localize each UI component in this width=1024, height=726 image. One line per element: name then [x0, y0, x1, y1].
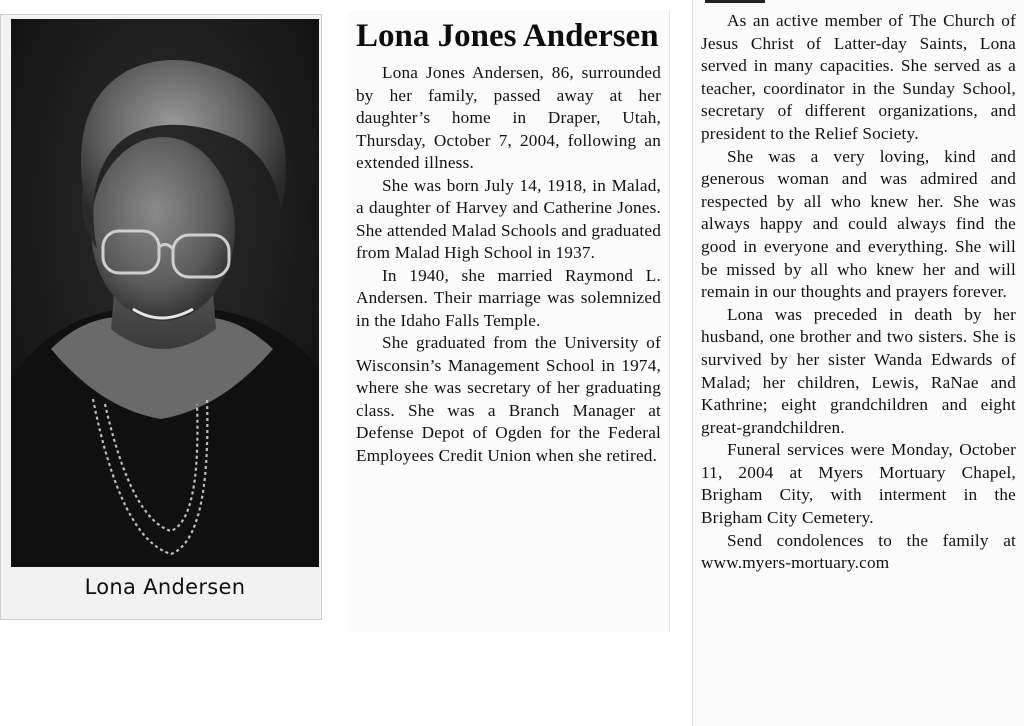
paragraph: Funeral services were Monday, October 11, 2004 at Myers Mortuary Chapel, Brigham City, with interment in the Brigham City Cemetery.	[701, 440, 1016, 528]
paragraph: She was a very loving, kind and generous woman and was admired and respected by all who knew her. She was always happy and could always find the good in everyone and everything. She will be missed by all who knew her and will remain in our thoughts and prayers forever.	[701, 146, 1016, 302]
obituary-column-1	[348, 10, 670, 632]
paragraph: In 1940, she married Raymond L. Andersen. Their marriage was solemnized in the Idaho Falls Temple.	[356, 265, 661, 330]
paragraph: She graduated from the University of Wisconsin’s Management School in 1974, where she was secretary of her graduating class. She was a Branch Manager at Defense Depot of Ogden for the Federal Employees Credit Union when she retired.	[356, 333, 661, 465]
obituary-column-2	[692, 0, 1024, 726]
paragraph: Lona Jones Andersen, 86, surrounded by her family, passed away at her daughter’s home in Draper, Utah, Thursday, October 7, 2004, following an extended illness.	[356, 63, 661, 172]
paragraph: Send condolences to the family at www.myers-mortuary.com	[701, 530, 1016, 573]
photo-clipping	[0, 14, 322, 620]
obituary-headline: Lona Jones Andersen	[356, 18, 659, 54]
photo-caption: Lona Andersen	[84, 575, 246, 599]
portrait-photo	[11, 19, 319, 567]
paragraph: Lona was preceded in death by her husband, one brother and two sisters. She is survived by her sister Wanda Edwards of Malad; her children, Lewis, RaNae and Kathrine; eight grandchildren and eight great-grandchildren.	[701, 304, 1016, 437]
paragraph: As an active member of The Church of Jesus Christ of Latter-day Saints, Lona served in many capacities. She served as a teacher, coordinator in the Sunday School, secretary of different organizations, and president to the Relief Society.	[701, 11, 1016, 143]
portrait-illustration	[11, 19, 319, 567]
column-1-text	[356, 62, 661, 467]
paragraph: She was born July 14, 1918, in Malad, a daughter of Harvey and Catherine Jones. She attended Malad Schools and graduated from Malad High School in 1937.	[356, 175, 661, 262]
column-top-rule	[705, 0, 765, 3]
